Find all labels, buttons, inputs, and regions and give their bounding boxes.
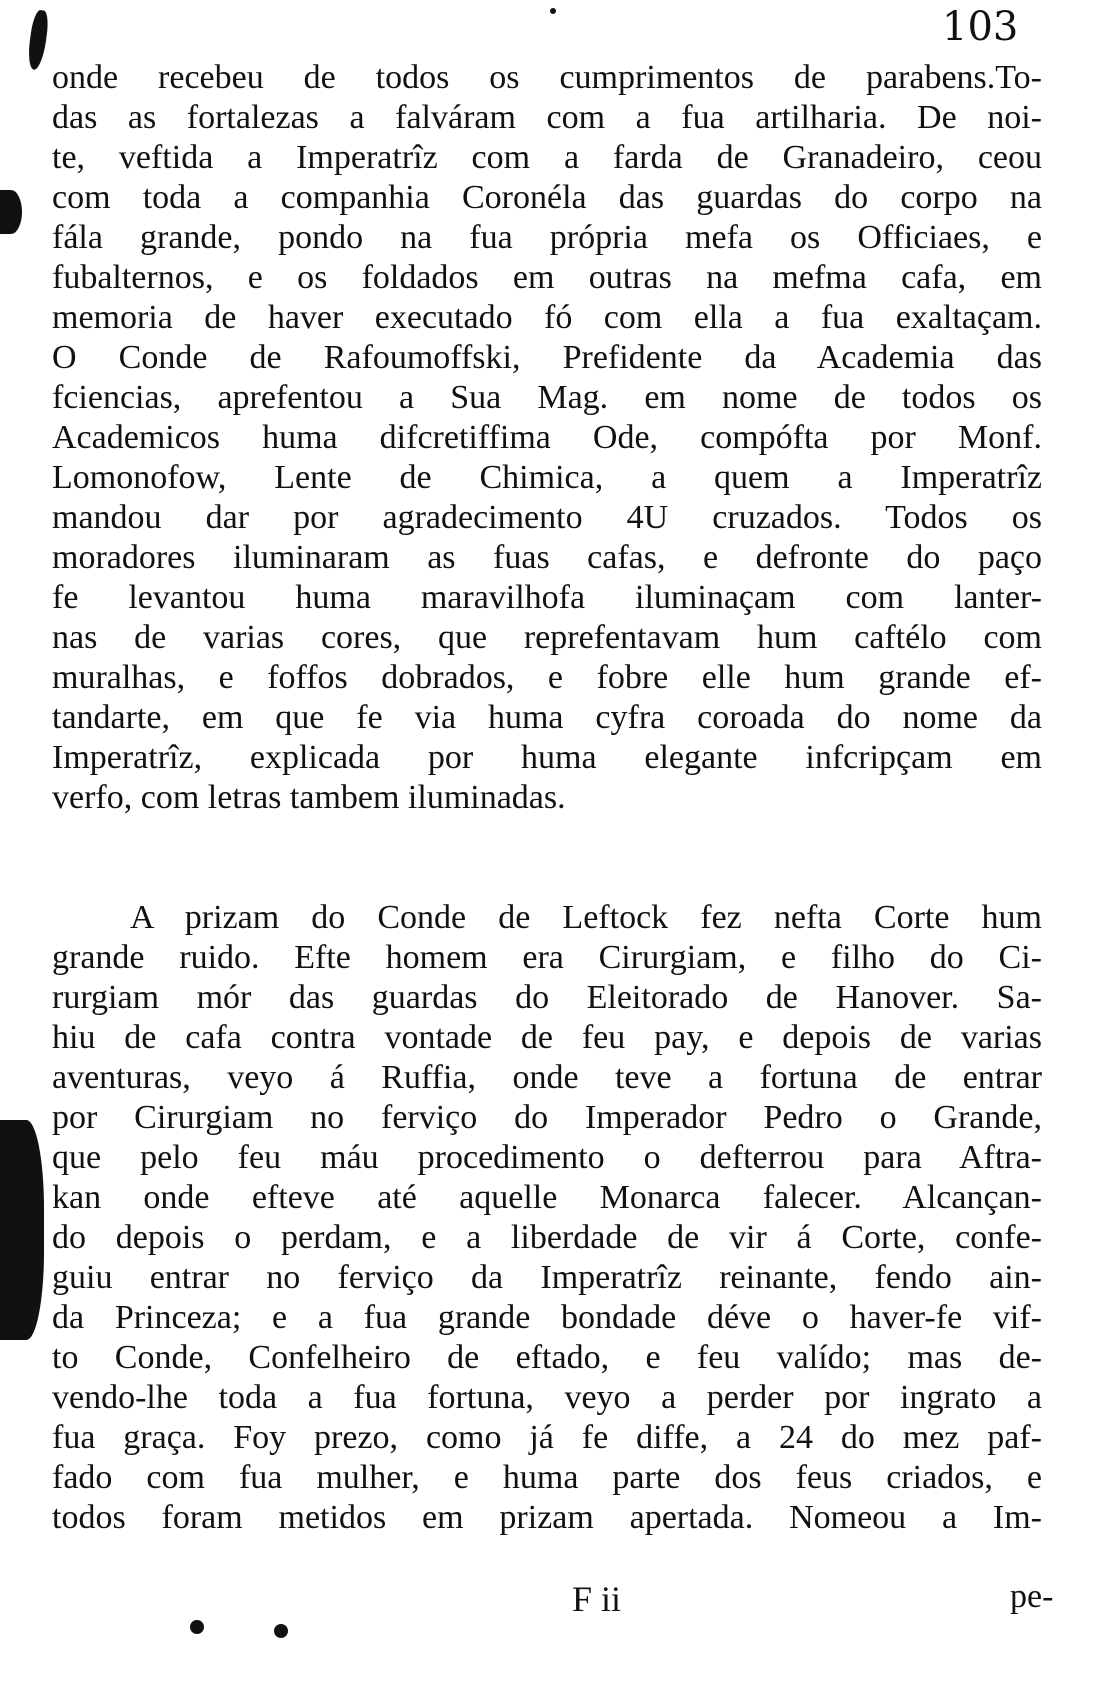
binding-shadow <box>0 1120 44 1340</box>
text-line: rurgiam mór das guardas do Eleitorado de Hanover. Sa- <box>52 979 1042 1016</box>
text-line: moradores iluminaram as fuas cafas, e defronte do paço <box>52 539 1042 576</box>
text-line: guiu entrar no ferviço da Imperatrîz reinante, fendo ain- <box>52 1259 1042 1296</box>
text-line: verfo, com letras tambem iluminadas. <box>52 779 566 816</box>
catchword: pe- <box>1010 1578 1054 1615</box>
text-line: fciencias, aprefentou a Sua Mag. em nome de todos os <box>52 379 1042 416</box>
text-line: to Conde, Confelheiro de eftado, e feu valído; mas de- <box>52 1339 1042 1376</box>
text-line: vendo-lhe toda a fua fortuna, veyo a perder por ingrato a <box>52 1379 1042 1416</box>
text-line: muralhas, e foffos dobrados, e fobre elle hum grande ef- <box>52 659 1042 696</box>
text-line: O Conde de Rafoumoffski, Prefidente da Academia das <box>52 339 1042 376</box>
text-line: tandarte, em que fe via huma cyfra coroada do nome da <box>52 699 1042 736</box>
text-line: memoria de haver executado fó com ella a fua exaltaçam. <box>52 299 1042 336</box>
text-line: Academicos huma difcretiffima Ode, compófta por Monf. <box>52 419 1042 456</box>
ink-dot <box>190 1620 204 1634</box>
text-line: que pelo feu máu procedimento o defterrou para Aftra- <box>52 1139 1042 1176</box>
text-line: fála grande, pondo na fua própria mefa os Officiaes, e <box>52 219 1042 256</box>
text-line: com toda a companhia Coronéla das guardas do corpo na <box>52 179 1042 216</box>
signature-mark: F ii <box>572 1579 622 1619</box>
text-line: hiu de cafa contra vontade de feu pay, e depois de varias <box>52 1019 1042 1056</box>
binding-shadow <box>0 190 22 234</box>
text-line: mandou dar por agradecimento 4U cruzados. Todos os <box>52 499 1042 536</box>
text-line: nas de varias cores, que reprefentavam hum caftélo com <box>52 619 1042 656</box>
text-line: Lomonofow, Lente de Chimica, a quem a Imperatrîz <box>52 459 1042 496</box>
text-line: fado com fua mulher, e huma parte dos feus criados, e <box>52 1459 1042 1496</box>
text-line: Imperatrîz, explicada por huma elegante infcripçam em <box>52 739 1042 776</box>
text-line: aventuras, veyo á Ruffia, onde teve a fortuna de entrar <box>52 1059 1042 1096</box>
text-line: grande ruido. Efte homem era Cirurgiam, e filho do Ci- <box>52 939 1042 976</box>
text-line: fubalternos, e os foldados em outras na mefma cafa, em <box>52 259 1042 296</box>
text-line: onde recebeu de todos os cumprimentos de parabens.To- <box>52 59 1042 96</box>
text-line: por Cirurgiam no ferviço do Imperador Pedro o Grande, <box>52 1099 1042 1136</box>
text-line: A prizam do Conde de Leftock fez nefta Corte hum <box>130 899 1042 936</box>
ink-dot <box>550 8 556 14</box>
text-line: kan onde efteve até aquelle Monarca falecer. Alcançan- <box>52 1179 1042 1216</box>
ink-blot <box>26 9 50 71</box>
text-line: fua graça. Foy prezo, como já fe diffe, a 24 do mez paf- <box>52 1419 1042 1456</box>
text-line: todos foram metidos em prizam apertada. Nomeou a Im- <box>52 1499 1042 1536</box>
text-line: fe levantou huma maravilhofa iluminaçam com lanter- <box>52 579 1042 616</box>
ink-dot <box>274 1624 288 1638</box>
text-line: do depois o perdam, e a liberdade de vir á Corte, confe- <box>52 1219 1042 1256</box>
text-line: te, veftida a Imperatrîz com a farda de Granadeiro, ceou <box>52 139 1042 176</box>
page-number: 103 <box>942 4 1019 50</box>
text-line: das as fortalezas a falváram com a fua artilharia. De noi- <box>52 99 1042 136</box>
text-line: da Princeza; e a fua grande bondade déve o haver-fe vif- <box>52 1299 1042 1336</box>
